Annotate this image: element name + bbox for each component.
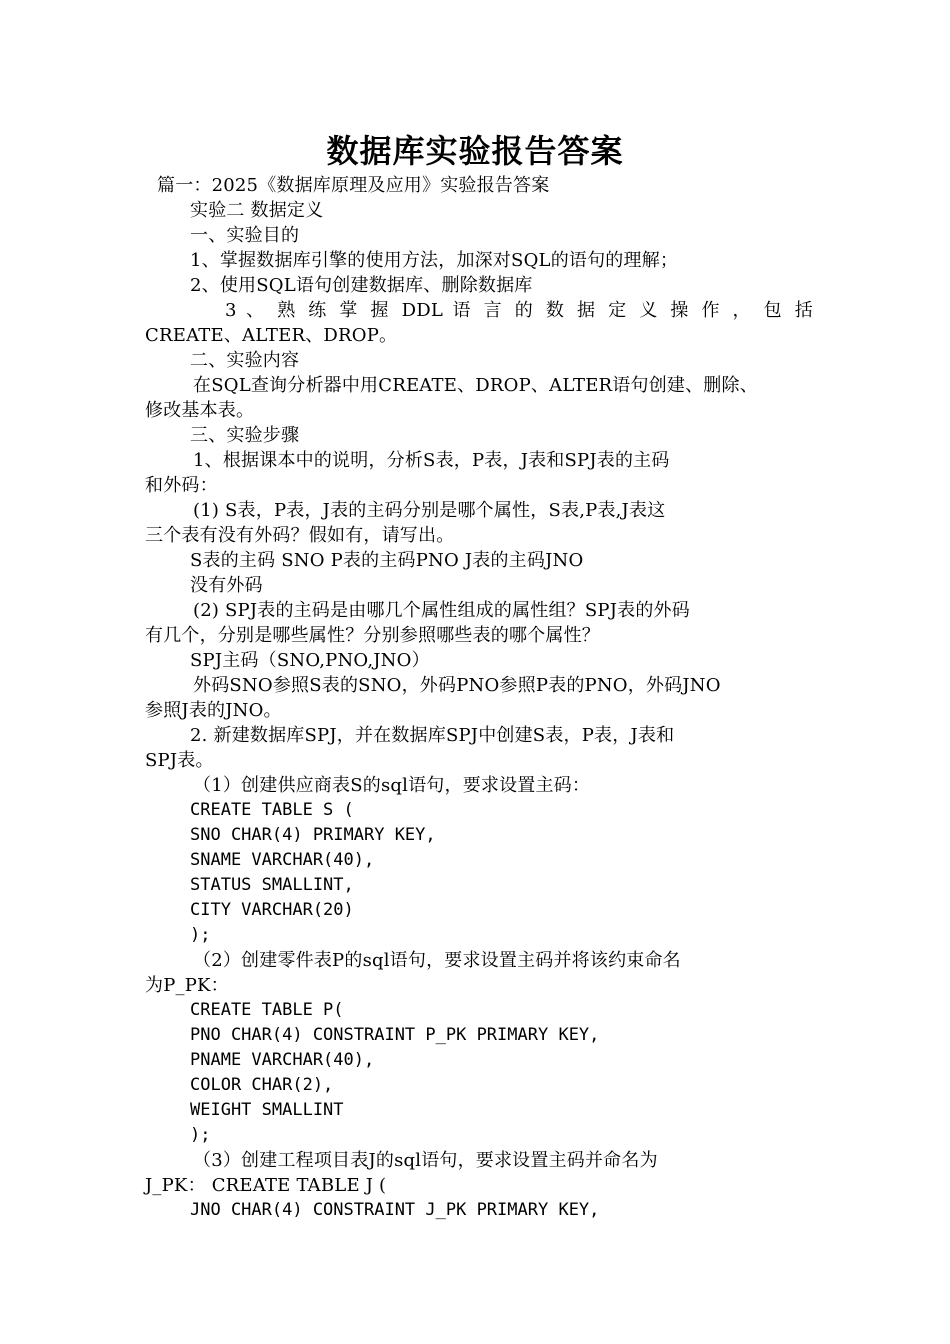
- text-line: 3 、 熟 练 掌 握 DDL 语 言 的 数 据 定 义 操 作 ， 包 括: [225, 300, 813, 321]
- text-line: 没有外码: [190, 575, 263, 596]
- text-line: 篇一：2025《数据库原理及应用》实验报告答案: [157, 175, 550, 196]
- text-line: 2. 新建数据库SPJ，并在数据库SPJ中创建S表，P表，J表和: [190, 725, 675, 746]
- code-line: CREATE TABLE P(: [190, 1000, 344, 1020]
- text-line: （3）创建工程项目表J的sql语句，要求设置主码并命名为: [193, 1150, 658, 1171]
- text-line: 2、使用SQL语句创建数据库、删除数据库: [190, 275, 533, 296]
- text-line: S表的主码 SNO P表的主码PNO J表的主码JNO: [190, 550, 584, 571]
- code-line: );: [190, 925, 211, 945]
- text-line: 在SQL查询分析器中用CREATE、DROP、ALTER语句创建、删除、: [193, 375, 758, 396]
- code-line: PNO CHAR(4) CONSTRAINT P_PK PRIMARY KEY,: [190, 1025, 600, 1045]
- code-line: JNO CHAR(4) CONSTRAINT J_PK PRIMARY KEY,: [190, 1200, 600, 1220]
- text-line: 为P_PK：: [145, 975, 229, 996]
- text-line: SPJ主码（SNO,PNO,JNO）: [190, 650, 430, 671]
- text-line: (2) SPJ表的主码是由哪几个属性组成的属性组？SPJ表的外码: [193, 600, 690, 621]
- code-line: SNO CHAR(4) PRIMARY KEY,: [190, 825, 436, 845]
- text-line: SPJ表。: [145, 750, 214, 771]
- text-line: 和外码：: [145, 475, 218, 496]
- text-line: 三个表有没有外码？假如有，请写出。: [145, 525, 455, 546]
- code-line: WEIGHT SMALLINT: [190, 1100, 344, 1120]
- text-line: 二、实验内容: [190, 350, 300, 371]
- text-line: 修改基本表。: [145, 400, 255, 421]
- code-line: );: [190, 1125, 211, 1145]
- text-line: （1）创建供应商表S的sql语句，要求设置主码：: [193, 775, 591, 796]
- text-line: (1) S表，P表，J表的主码分别是哪个属性，S表,P表,J表这: [193, 500, 666, 521]
- text-line: 1、掌握数据库引擎的使用方法，加深对SQL的语句的理解；: [190, 250, 679, 271]
- code-line: PNAME VARCHAR(40),: [190, 1050, 375, 1070]
- text-line: 有几个，分别是哪些属性？分别参照哪些表的哪个属性？: [145, 625, 600, 646]
- text-line: CREATE、ALTER、DROP。: [145, 325, 398, 346]
- text-line: 实验二 数据定义: [190, 200, 324, 221]
- code-line: COLOR CHAR(2),: [190, 1075, 334, 1095]
- code-line: CREATE TABLE S (: [190, 800, 354, 820]
- code-line: SNAME VARCHAR(40),: [190, 850, 375, 870]
- text-line: 外码SNO参照S表的SNO，外码PNO参照P表的PNO，外码JNO: [193, 675, 721, 696]
- code-line: STATUS SMALLINT,: [190, 875, 354, 895]
- text-line: 三、实验步骤: [190, 425, 300, 446]
- text-line: 1、根据课本中的说明，分析S表，P表，J表和SPJ表的主码: [193, 450, 670, 471]
- text-line: J_PK： CREATE TABLE J (: [145, 1175, 387, 1196]
- document-body: [145, 173, 813, 1223]
- text-line: 一、实验目的: [190, 225, 300, 246]
- text-line: （2）创建零件表P的sql语句，要求设置主码并将该约束命名: [193, 950, 681, 971]
- document-title: 数据库实验报告答案: [326, 132, 624, 170]
- text-line: 参照J表的JNO。: [145, 700, 282, 721]
- code-line: CITY VARCHAR(20): [190, 900, 354, 920]
